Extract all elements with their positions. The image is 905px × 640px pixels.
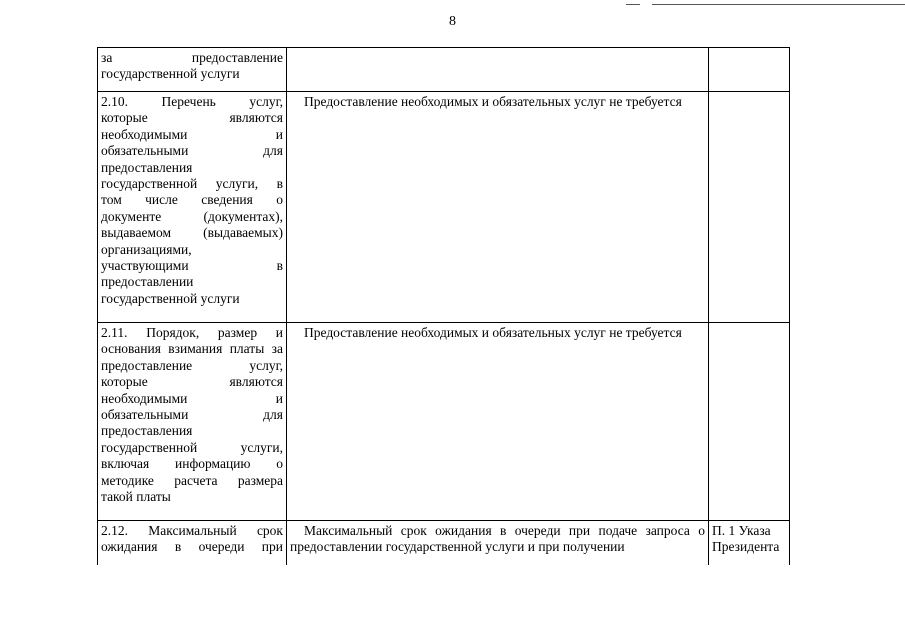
- cell-line: государственной услуги, в: [101, 176, 283, 192]
- table-row: [98, 92, 790, 323]
- row-label-cell: [98, 323, 287, 521]
- cell-line: такой платы: [101, 489, 171, 505]
- cell-line: которые являются: [101, 374, 283, 390]
- table-row: [98, 323, 790, 521]
- cell-line: организациями,: [101, 241, 192, 257]
- table-row: [98, 521, 790, 565]
- cell-line: документе (документах),: [101, 208, 283, 224]
- cell-line: обязательными для: [101, 407, 283, 423]
- table-row: [98, 48, 790, 92]
- cell-line: методике расчета размера: [101, 472, 283, 488]
- cell-line: необходимыми и: [101, 390, 283, 406]
- row-label-cell: [98, 48, 287, 92]
- page-number: 8: [449, 14, 456, 29]
- cell-line: 2.12. Максимальный срок: [101, 523, 283, 538]
- cell-line: ожидания в очереди при: [101, 539, 283, 555]
- row-basis-cell: [709, 323, 790, 521]
- row-content-cell: Предоставление необходимых и обязательных услуг не требуется: [287, 323, 709, 521]
- row-content-cell: Максимальный срок ожидания в очереди при подаче запроса о предоставлении государственной услуги и при получении: [287, 521, 709, 565]
- cell-line: которые являются: [101, 110, 283, 126]
- cell-line: участвующими в: [101, 258, 283, 274]
- row-label-cell: [98, 92, 287, 323]
- cell-line: предоставления: [101, 159, 193, 175]
- cell-line: предоставление услуг,: [101, 357, 283, 373]
- header-rule-long: [652, 4, 905, 5]
- row-content-cell: [287, 48, 709, 92]
- row-basis-cell: [709, 92, 790, 323]
- cell-line: необходимыми и: [101, 126, 283, 142]
- row-basis-cell: [709, 48, 790, 92]
- cell-line: обязательными для: [101, 143, 283, 159]
- cell-line: предоставления: [101, 423, 193, 439]
- header-rule-short: [626, 4, 640, 5]
- cell-line: П. 1 Указа: [712, 523, 771, 538]
- cell-line: Президента: [712, 539, 780, 555]
- cell-line: выдаваемом (выдаваемых): [101, 225, 283, 241]
- cell-line: 2.11. Порядок, размер и: [101, 325, 283, 340]
- cell-line: включая информацию о: [101, 456, 283, 472]
- row-basis-cell: [709, 521, 790, 565]
- cell-line: государственной услуги: [101, 290, 240, 306]
- regulation-table: [97, 47, 790, 565]
- cell-line: основания взимания платы за: [101, 341, 283, 357]
- cell-line: предоставлении: [101, 274, 194, 290]
- cell-line: государственной услуги,: [101, 439, 283, 455]
- cell-line: том числе сведения о: [101, 192, 283, 208]
- cell-line: 2.10. Перечень услуг,: [101, 94, 283, 109]
- row-label-cell: [98, 521, 287, 565]
- cell-line: государственной услуги: [101, 66, 240, 82]
- row-content-cell: Предоставление необходимых и обязательных услуг не требуется: [287, 92, 709, 323]
- cell-line: за предоставление: [101, 50, 283, 65]
